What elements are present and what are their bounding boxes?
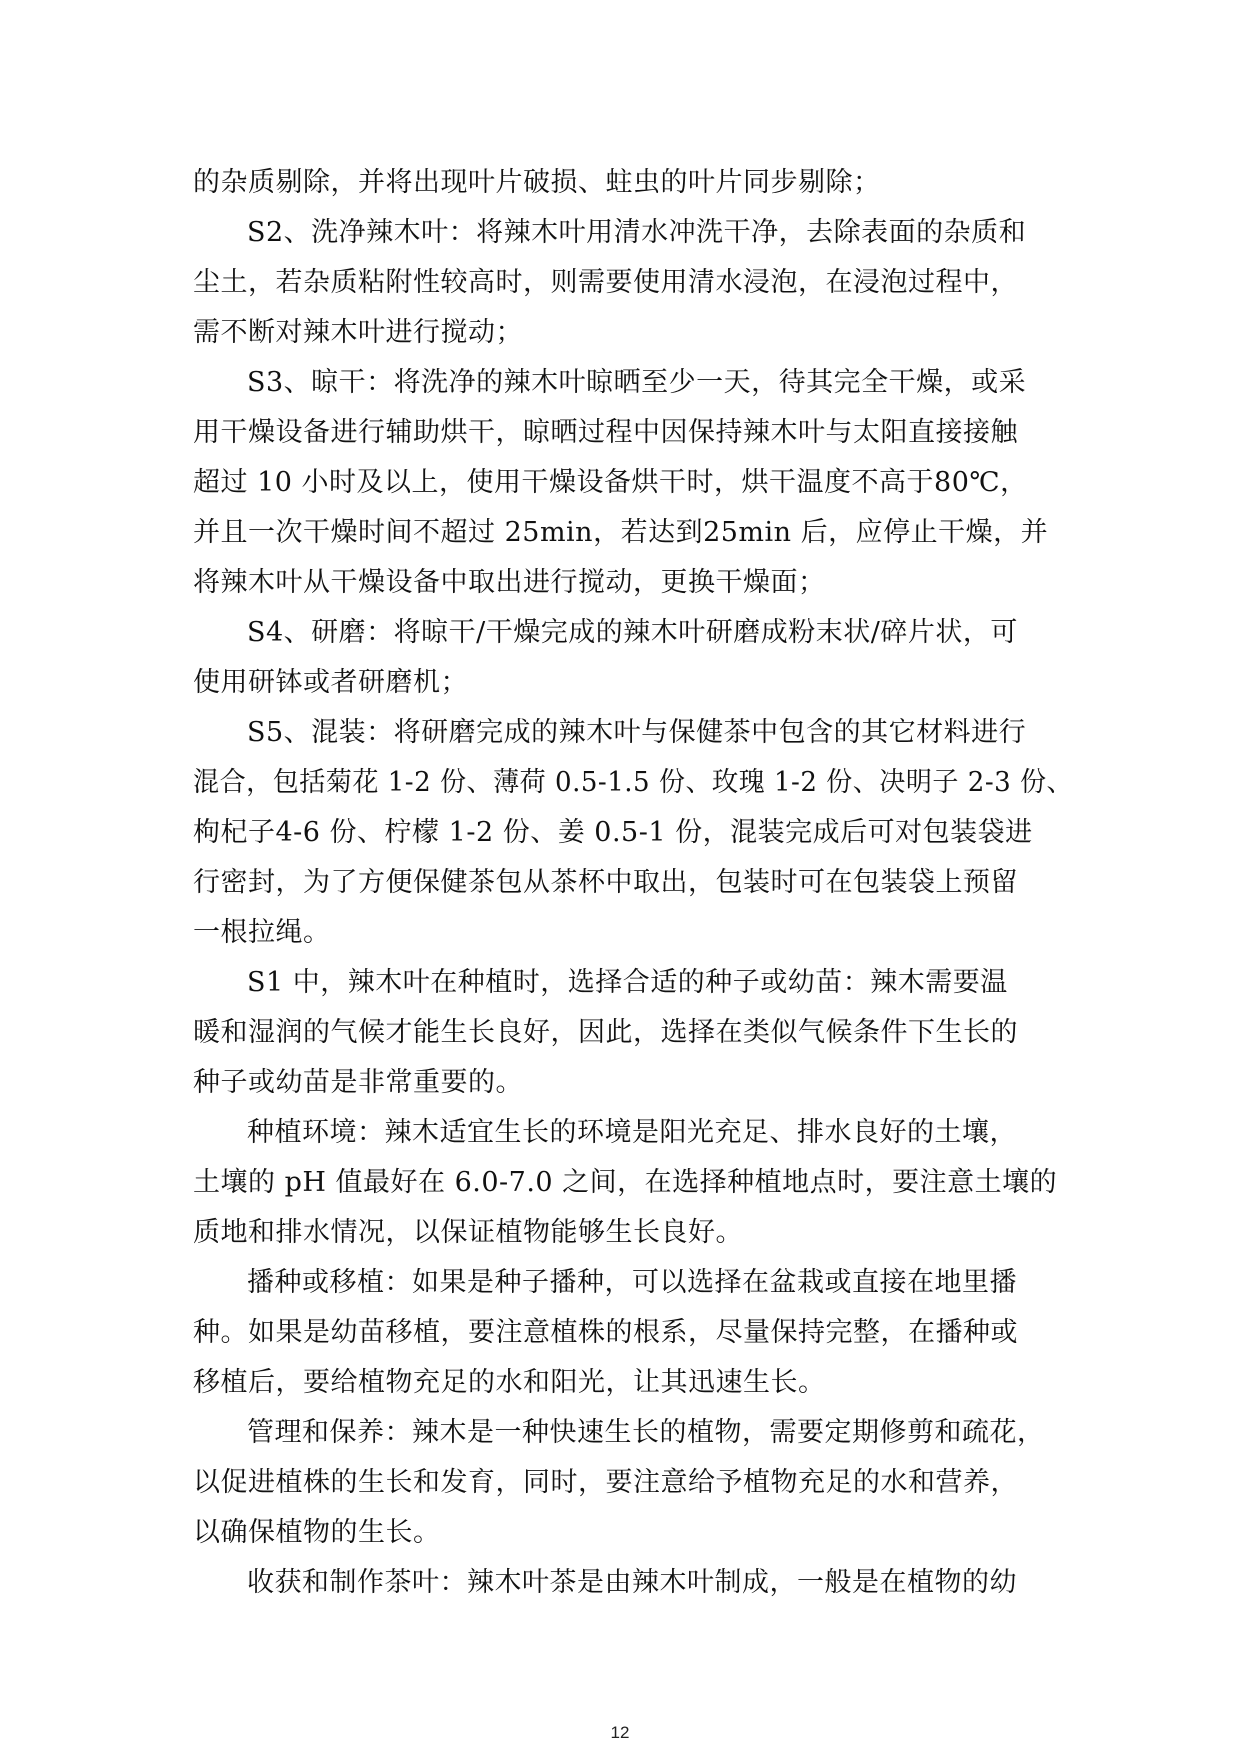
paragraph-environment-start: 种植环境：辣木适宜生长的环境是阳光充足、排水良好的土壤，	[247, 1117, 1017, 1148]
text-line: 超过 10 小时及以上，使用干燥设备烘干时，烘干温度不高于80℃，	[193, 467, 1028, 498]
paragraph-s5-start: S5、混装：将研磨完成的辣木叶与保健茶中包含的其它材料进行	[247, 717, 1027, 748]
paragraph-s3-start: S3、晾干：将洗净的辣木叶晾晒至少一天，待其完全干燥，或采	[247, 367, 1027, 398]
text-line: 一根拉绳。	[193, 917, 331, 948]
text-line: 并且一次干燥时间不超过 25min，若达到25min 后，应停止干燥，并	[193, 517, 1049, 548]
text-line: 以促进植株的生长和发育，同时，要注意给予植物充足的水和营养，	[193, 1467, 1018, 1498]
text-line: 以确保植物的生长。	[193, 1517, 441, 1548]
document-page	[193, 0, 1073, 1754]
text-line: 种子或幼苗是非常重要的。	[193, 1067, 523, 1098]
text-line: 质地和排水情况，以保证植物能够生长良好。	[193, 1217, 743, 1248]
paragraph-s2-start: S2、洗净辣木叶：将辣木叶用清水冲洗干净，去除表面的杂质和	[247, 217, 1027, 248]
text-line: 移植后，要给植物充足的水和阳光，让其迅速生长。	[193, 1367, 826, 1398]
text-line: 混合，包括菊花 1-2 份、薄荷 0.5-1.5 份、玫瑰 1-2 份、决明子 2-3 份、	[193, 767, 1074, 798]
text-line: 土壤的 pH 值最好在 6.0-7.0 之间，在选择种植地点时，要注意土壤的	[193, 1167, 1058, 1198]
paragraph-s1-planting-start: S1 中，辣木叶在种植时，选择合适的种子或幼苗：辣木需要温	[247, 967, 1008, 998]
text-line: 将辣木叶从干燥设备中取出进行搅动，更换干燥面；	[193, 567, 826, 598]
page-number: 12	[610, 1723, 630, 1742]
text-line: 使用研钵或者研磨机；	[193, 667, 468, 698]
text-line: 尘土，若杂质粘附性较高时，则需要使用清水浸泡，在浸泡过程中，	[193, 267, 1018, 298]
text-line: 枸杞子4-6 份、柠檬 1-2 份、姜 0.5-1 份，混装完成后可对包装袋进	[193, 817, 1033, 848]
text-line: 需不断对辣木叶进行搅动；	[193, 317, 523, 348]
paragraph-sowing-start: 播种或移植：如果是种子播种，可以选择在盆栽或直接在地里播	[247, 1267, 1017, 1298]
paragraph-harvest-start: 收获和制作茶叶：辣木叶茶是由辣木叶制成，一般是在植物的幼	[247, 1567, 1017, 1598]
text-line: 行密封，为了方便保健茶包从茶杯中取出，包装时可在包装袋上预留	[193, 867, 1018, 898]
text-line: 暖和湿润的气候才能生长良好，因此，选择在类似气候条件下生长的	[193, 1017, 1018, 1048]
text-line: 种。如果是幼苗移植，要注意植株的根系，尽量保持完整，在播种或	[193, 1317, 1018, 1348]
paragraph-s4-start: S4、研磨：将晾干/干燥完成的辣木叶研磨成粉末状/碎片状，可	[247, 617, 1018, 648]
paragraph-management-start: 管理和保养：辣木是一种快速生长的植物，需要定期修剪和疏花，	[247, 1417, 1045, 1448]
text-line: 的杂质剔除，并将出现叶片破损、蛀虫的叶片同步剔除；	[193, 167, 881, 198]
text-line: 用干燥设备进行辅助烘干，晾晒过程中因保持辣木叶与太阳直接接触	[193, 417, 1018, 448]
